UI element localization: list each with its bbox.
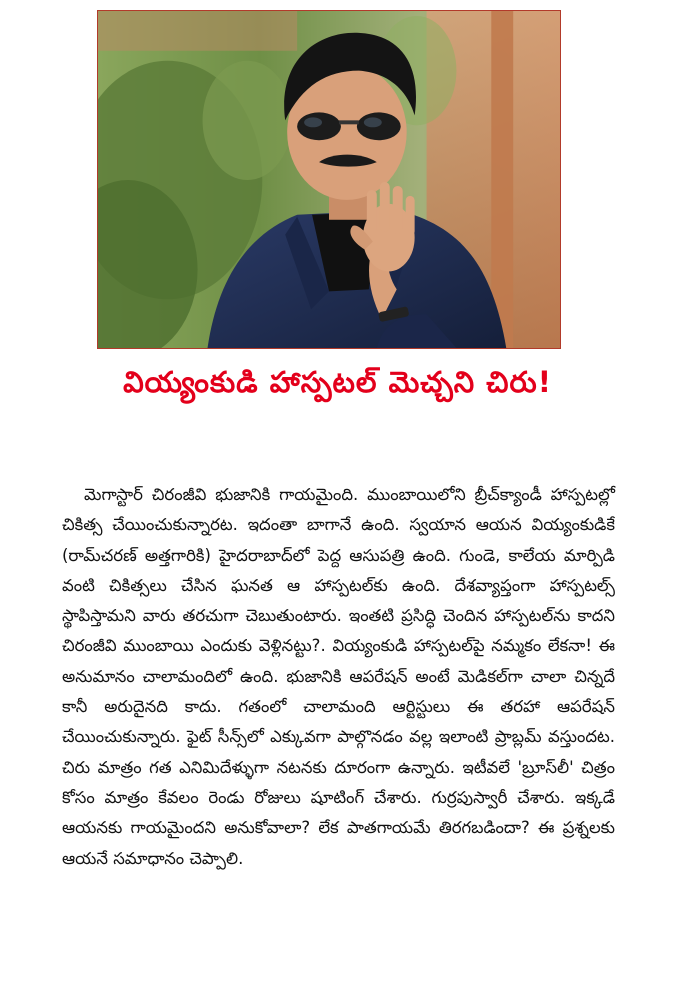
background-pillar xyxy=(491,11,513,348)
article-photo xyxy=(97,10,561,349)
headline: వియ్యంకుడి హాస్పటల్ మెచ్చని చిరు! xyxy=(123,365,552,399)
article-body: మెగాస్టార్ చిరంజీవి భుజానికి గాయమైంది. ముంబాయిలోని బ్రీచ్‌క్యాండీ హాస్పటల్లో చికిత్స చేయించుకున్నారట. ఇదంతా బాగానే ఉంది. స్వయాన ఆయన వియ్యంకుడికే (రామ్‌చరణ్ అత్తగారికి) హైదరాబాద్‌లో పెద్ద ఆసుపత్రి ఉంది. గుండె, కాలేయ మార్పిడి వంటి చికిత్సలు చేసిన ఘనత ఆ హాస్పటల్‌కు ఉంది. దేశవ్యాప్తంగా హాస్పటల్స్ స్థాపిస్తామని వారు తరచుగా చెబుతుంటారు. ఇంతటి ప్రసిద్ధి చెందిన హాస్పటల్‌ను కాదని చిరంజీవి ముంబాయి ఎందుకు వెళ్లినట్టు?. వియ్యంకుడి హాస్పటల్‌పై నమ్మకం లేకనా! ఈ అనుమానం చాలామందిలో ఉంది. భుజానికి ఆపరేషన్ అంటే మెడికల్‌గా చాలా చిన్నదే కానీ అరుదైనది కాదు. గతంలో చాలామంది ఆర్టిస్టులు ఈ తరహా ఆపరేషన్ చేయించుకున్నారు. ఫైట్ సీన్స్‌లో ఎక్కువగా పాల్గొనడం వల్ల ఇలాంటి ప్రాబ్లమ్ వస్తుందట. చిరు మాత్రం గత ఎనిమిదేళ్ళుగా నటనకు దూరంగా ఉన్నారు. ఇటీవలే 'బ్రూస్‌లీ' చిత్రం కోసం మాత్రం కేవలం రెండు రోజులు షూటింగ్ చేశారు. గుర్రపుస్వారీ చేశారు. ఇక్కడే ఆయనకు గాయమైందని అనుకోవాలా? లేక పాతగాయమే తిరగబడిందా? ఈ ప్రశ్నలకు ఆయనే సమాధానం చెప్పాలి. xyxy=(62,485,615,868)
photo-illustration xyxy=(98,11,560,348)
